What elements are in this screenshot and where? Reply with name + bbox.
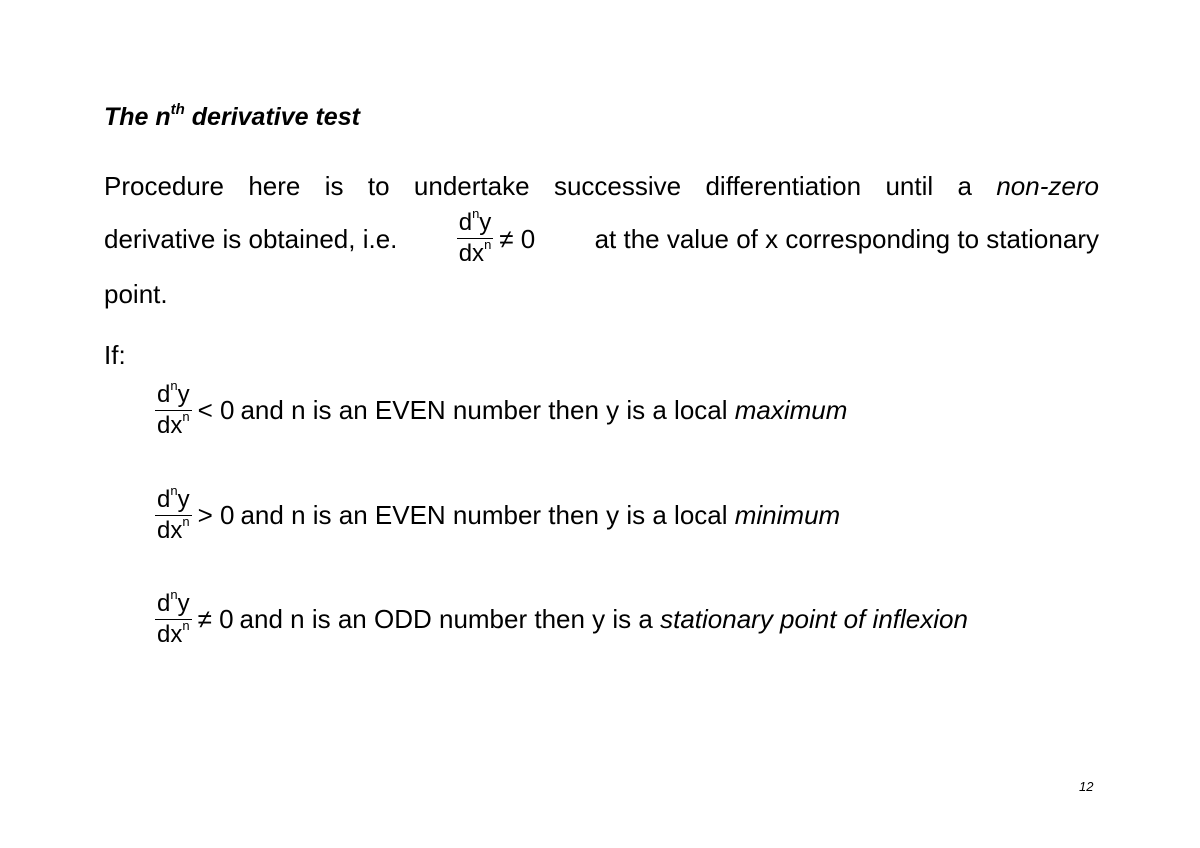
relation: < 0: [197, 395, 235, 425]
title-text: The n: [104, 103, 171, 131]
condition-text: [198, 500, 841, 531]
condition-body: and n is an EVEN number then y is a local: [240, 395, 735, 425]
fraction-numerator: [155, 587, 192, 620]
num-sup: n: [170, 587, 178, 602]
derivative-fraction: [457, 206, 494, 267]
fraction-denominator: [155, 620, 192, 648]
relation: ≠ 0: [197, 604, 234, 634]
condition-row-minimum: [155, 483, 841, 544]
condition-result: stationary point of inflexion: [660, 604, 968, 634]
word: here: [248, 171, 301, 201]
paragraph-line-2-wrap: [104, 206, 1099, 267]
word: until: [885, 171, 934, 201]
derivative-fraction: [155, 378, 192, 439]
page-number: 12: [1079, 779, 1094, 794]
fraction-denominator: [155, 516, 192, 544]
relation: > 0: [197, 500, 235, 530]
fraction-numerator: [155, 483, 192, 516]
den-base: dx: [157, 412, 183, 439]
italic-word: non-zero: [996, 171, 1099, 201]
paragraph-line-2: [104, 206, 1099, 267]
line2-suffix: at the value of x corresponding to stationary: [594, 223, 1099, 254]
line2-prefix: derivative is obtained, i.e.: [104, 223, 398, 254]
num-base: d: [157, 486, 171, 513]
line3-text: point.: [104, 279, 168, 309]
paragraph-line-1: [104, 171, 1099, 201]
word: Procedure: [104, 171, 224, 201]
num-sup: n: [170, 378, 178, 393]
fraction-denominator: [155, 411, 192, 439]
num-end: y: [177, 590, 190, 617]
title-text-suffix: derivative test: [184, 103, 360, 131]
num-base: d: [157, 381, 171, 408]
word: successive: [553, 171, 682, 201]
condition-row-maximum: [155, 378, 848, 439]
fraction-numerator: [457, 206, 494, 239]
procedure-paragraph: [104, 171, 1099, 201]
derivative-fraction: [155, 587, 192, 648]
paragraph-line-3: [104, 279, 1099, 309]
condition-body: and n is an ODD number then y is a: [239, 604, 661, 634]
den-sup: n: [182, 618, 190, 633]
word: undertake: [413, 171, 530, 201]
condition-text: [198, 395, 848, 426]
num-sup: n: [472, 206, 480, 221]
word: is: [324, 171, 344, 201]
word: a: [957, 171, 972, 201]
num-end: y: [177, 381, 190, 408]
num-base: d: [458, 209, 473, 236]
inline-derivative: [457, 206, 536, 267]
num-end: y: [177, 486, 190, 513]
den-sup: n: [182, 514, 190, 529]
den-sup: n: [484, 237, 492, 252]
section-title: [104, 100, 360, 132]
word: to: [367, 171, 390, 201]
den-sup: n: [182, 409, 190, 424]
condition-row-inflexion: [155, 587, 968, 648]
num-end: y: [479, 209, 492, 236]
derivative-fraction: [155, 483, 192, 544]
condition-result: maximum: [734, 395, 848, 425]
condition-result: minimum: [734, 500, 841, 530]
title-superscript: th: [170, 100, 185, 118]
if-label: If:: [104, 340, 126, 370]
num-base: d: [157, 590, 171, 617]
word: differentiation: [705, 171, 862, 201]
den-base: dx: [157, 517, 183, 544]
condition-text: [198, 604, 968, 635]
relation: ≠ 0: [499, 223, 536, 254]
den-base: dx: [157, 621, 183, 648]
num-sup: n: [170, 483, 178, 498]
fraction-denominator: [457, 239, 494, 267]
fraction-numerator: [155, 378, 192, 411]
condition-body: and n is an EVEN number then y is a local: [240, 500, 735, 530]
den-base: dx: [458, 240, 485, 267]
